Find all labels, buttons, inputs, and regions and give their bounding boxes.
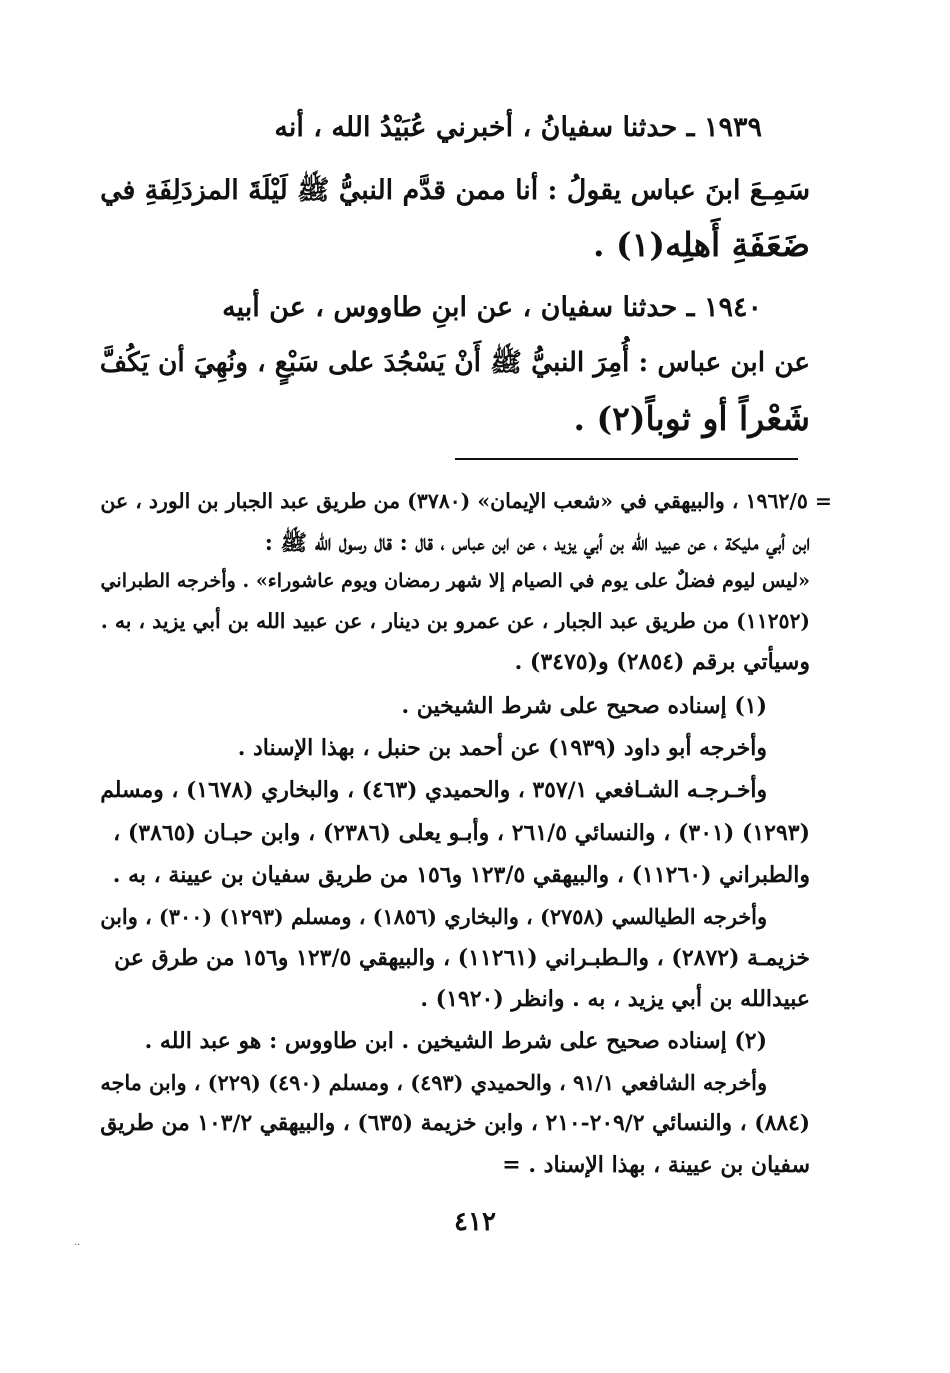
footnote-1-line-5: والطبراني (١١٢٦٠) ، والبيهقي ١٢٣/٥ و١٥٦ من طريق سفيان بن عيينة ، به .: [112, 862, 810, 888]
footnote-1-line-8: عبيدالله بن أبي يزيد ، به . وانظر (١٩٢٠) .: [420, 986, 810, 1012]
footnote-2-line-4: سفيان بن عيينة ، بهذا الإسناد . =: [502, 1152, 810, 1178]
footnote-continuation-line-4: (١١٢٥٢) من طريق عبد الجبار ، عن عمرو بن دينار ، عن عبيد الله بن أبي يزيد ، به .: [100, 609, 810, 633]
footnote-1-line-3: وأخـرجـه الشـافعي ٣٥٧/١ ، والحميدي (٤٦٣) ، والبخاري (١٦٧٨) ، ومسلم: [100, 777, 767, 803]
footnote-continuation-line-3: «ليس ليوم فضلٌ على يوم في الصيام إلا شهر رمضان ويوم عاشوراء» . وأخرجه الطبراني: [100, 569, 810, 592]
footnote-1-line-4: (١٢٩٣) (٣٠١) ، والنسائي ٢٦١/٥ ، وأبـو يعلى (٢٣٨٦) ، وابن حبـان (٣٨٦٥) ،: [113, 820, 810, 846]
footnote-continuation-line-1: = ١٩٦٢/٥ ، والبيهقي في «شعب الإيمان» (٣٧٨٠) من طريق عبد الجبار بن الورد ، عن: [100, 489, 832, 513]
footnote-2-line-1: (٢) إسناده صحيح على شرط الشيخين . ابن طاووس : هو عبد الله .: [144, 1028, 767, 1054]
footnote-1-line-6: وأخرجه الطيالسي (٢٧٥٨) ، والبخاري (١٨٥٦) ، ومسلم (١٢٩٣) (٣٠٠) ، وابن: [100, 904, 767, 929]
hadith-1939-text-line-2: ضَعَفَةِ أَهلِه(١) .: [593, 225, 810, 264]
footnote-1-line-2: وأخرجه أبو داود (١٩٣٩) عن أحمد بن حنبل ، بهذا الإسناد .: [237, 735, 767, 761]
footnote-separator: [455, 458, 798, 460]
hadith-1939-heading: ١٩٣٩ ـ حدثنا سفيانُ ، أخبرني عُبَيْدُ الله ، أنه: [274, 112, 762, 143]
footnote-2-line-3: (٨٨٤) ، والنسائي ٢٠٩/٢-٢١٠ ، وابن خزيمة (٦٣٥) ، والبيهقي ١٠٣/٢ من طريق: [100, 1111, 810, 1136]
hadith-1940-text-line-1: عن ابن عباس : أُمِرَ النبيُّ ﷺ أَنْ يَسْجُدَ على سَبْعٍ ، ونُهِيَ أن يَكُفَّ: [99, 347, 810, 378]
footnote-continuation-line-5: وسيأتي برقم (٢٨٥٤) و(٣٤٧٥) .: [514, 649, 810, 675]
footnote-continuation-line-2: ابن أبي مليكة ، عن عبيد الله بن أبي يزيد ، عن ابن عباس ، قال : قال رسول الله ﷺ :: [264, 530, 810, 556]
hadith-1940-heading: ١٩٤٠ ـ حدثنا سفيان ، عن ابنِ طاووس ، عن أبيه: [222, 292, 762, 323]
footnote-2-line-2: وأخرجه الشافعي ٩١/١ ، والحميدي (٤٩٣) ، ومسلم (٤٩٠) (٢٢٩) ، وابن ماجه: [100, 1070, 767, 1095]
hadith-1939-text-line-1: سَمِـعَ ابنَ عباس يقولُ : أنا ممن قدَّم النبيُّ ﷺ لَيْلَةَ المزدَلِفَةِ في: [100, 175, 810, 206]
hadith-1940-text-line-2: شَعْراً أو ثوباً(٢) .: [573, 399, 810, 438]
footnote-1-line-7: خزيمـة (٢٨٧٢) ، والـطبـراني (١١٢٦١) ، والبيهقي ١٢٣/٥ و١٥٦ من طرق عن: [114, 945, 810, 971]
footnote-1-line-1: (١) إسناده صحيح على شرط الشيخين .: [401, 693, 767, 719]
page-number: ٤١٢: [454, 1207, 496, 1237]
scan-speck: ··: [74, 1240, 81, 1251]
